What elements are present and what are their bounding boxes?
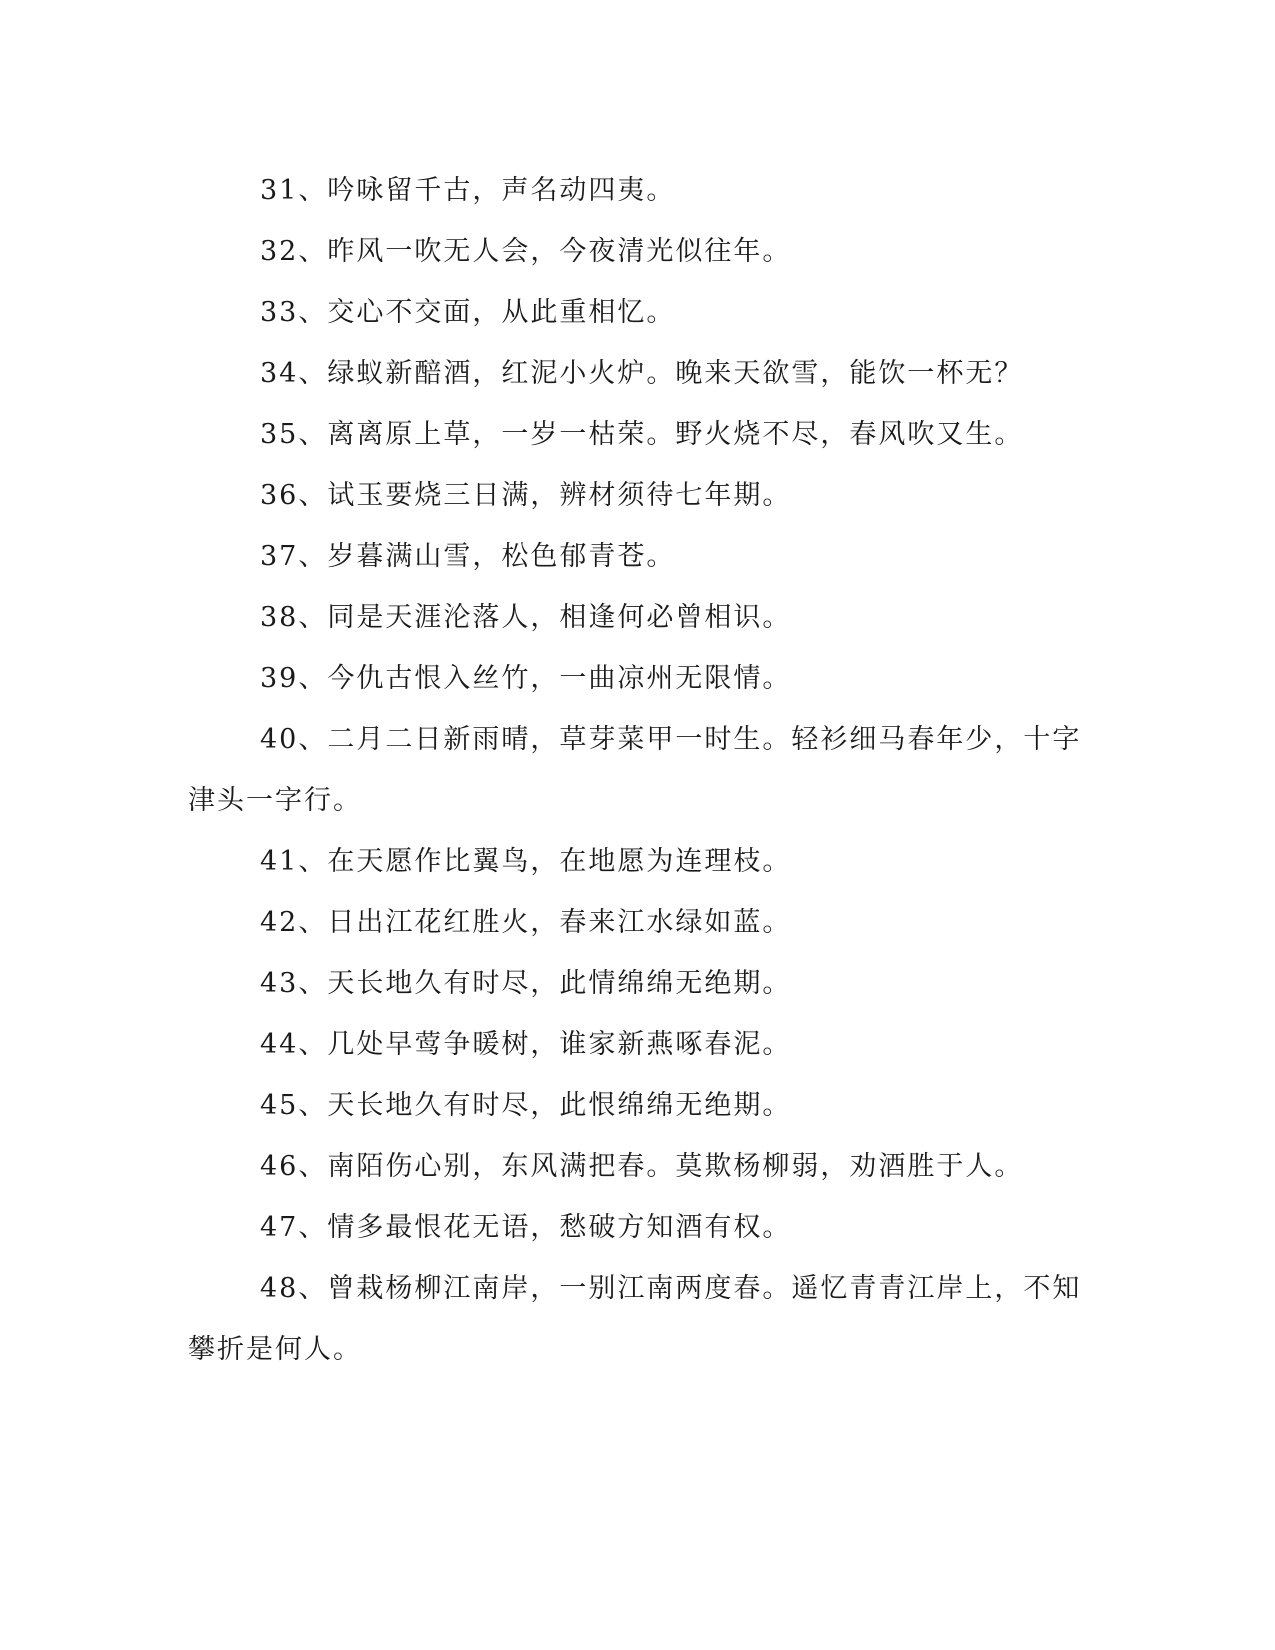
poem-line-32: 32、昨风一吹无人会，今夜清光似往年。	[260, 236, 792, 267]
poem-line-43: 43、天长地久有时尽，此情绵绵无绝期。	[260, 968, 792, 999]
poem-line-48: 48、曾栽杨柳江南岸，一别江南两度春。遥忆青青江岸上，不知	[260, 1273, 1082, 1304]
poem-line-42: 42、日出江花红胜火，春来江水绿如蓝。	[260, 907, 792, 938]
poem-line-37: 37、岁暮满山雪，松色郁青苍。	[260, 541, 676, 572]
poem-line-48-continued: 攀折是何人。	[188, 1334, 362, 1365]
poem-line-44: 44、几处早莺争暖树，谁家新燕啄春泥。	[260, 1029, 792, 1060]
poem-line-35: 35、离离原上草，一岁一枯荣。野火烧不尽，春风吹又生。	[260, 419, 1024, 450]
poem-line-33: 33、交心不交面，从此重相忆。	[260, 297, 676, 328]
poem-line-39: 39、今仇古恨入丝竹，一曲凉州无限情。	[260, 663, 792, 694]
poem-line-40-continued: 津头一字行。	[188, 785, 362, 816]
poem-line-45: 45、天长地久有时尽，此恨绵绵无绝期。	[260, 1090, 792, 1121]
poem-line-40: 40、二月二日新雨晴，草芽菜甲一时生。轻衫细马春年少，十字	[260, 724, 1082, 755]
poem-line-41: 41、在天愿作比翼鸟，在地愿为连理枝。	[260, 846, 792, 877]
poem-line-46: 46、南陌伤心别，东风满把春。莫欺杨柳弱，劝酒胜于人。	[260, 1151, 1024, 1182]
poem-line-34: 34、绿蚁新醅酒，红泥小火炉。晚来天欲雪，能饮一杯无？	[260, 358, 1024, 389]
poem-line-36: 36、试玉要烧三日满，辨材须待七年期。	[260, 480, 792, 511]
poem-list	[188, 160, 1082, 1380]
poem-line-47: 47、情多最恨花无语，愁破方知酒有权。	[260, 1212, 792, 1243]
poem-line-38: 38、同是天涯沦落人，相逢何必曾相识。	[260, 602, 792, 633]
poem-line-31: 31、吟咏留千古，声名动四夷。	[260, 175, 676, 206]
